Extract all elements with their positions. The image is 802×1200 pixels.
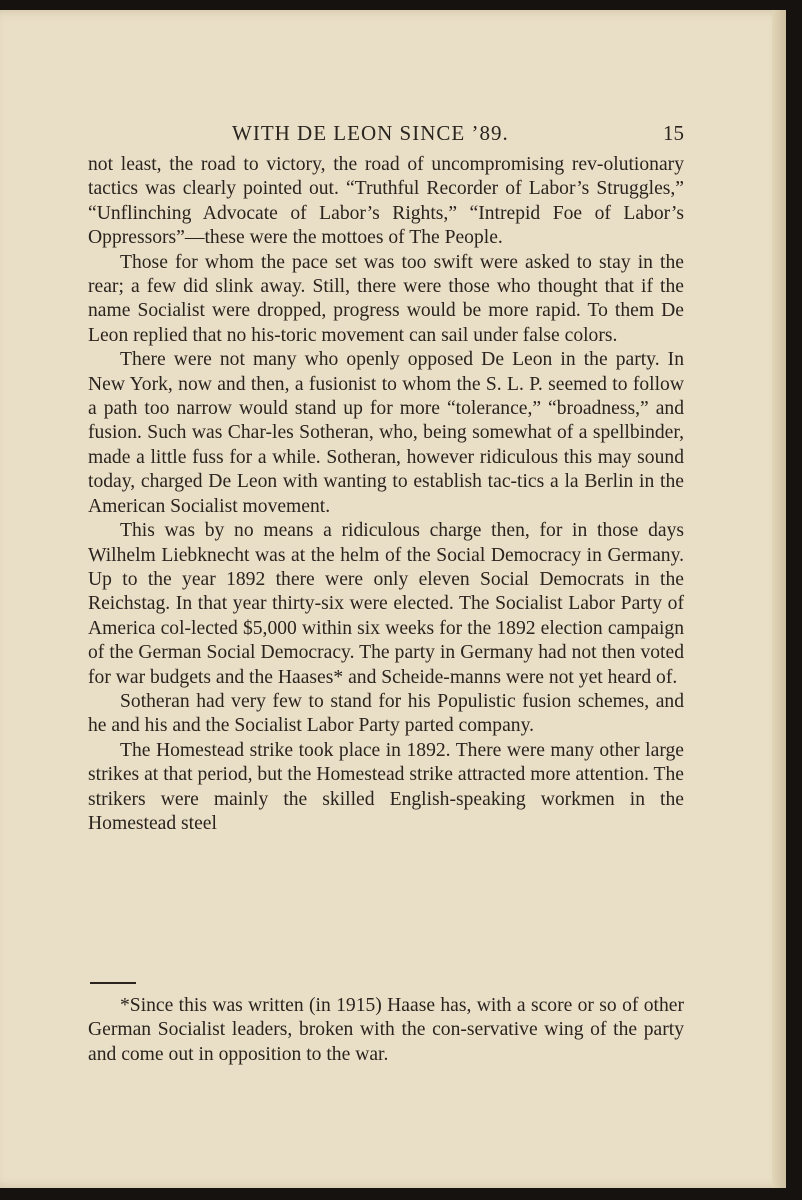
paragraph: The Homestead strike took place in 1892. There were many other large strikes at that period, but the Homestead strike attracted more attention. The strikers were mainly the skilled English-speaking workmen in the Homestead steel — [88, 739, 684, 834]
paragraph: There were not many who openly opposed De Leon in the party. In New York, now and then, a fusionist to whom the S. L. P. seemed to follow a path too narrow would stand up for more “tolerance,” “broadness,” and fusion. Such was Char-les Sotheran, who, being somewhat of a spellbinder, made a little fuss for a while. Sotheran, however ridiculous this may sound today, charged De Leon with wanting to establish tac-tics a la Berlin in the American Socialist movement. — [88, 349, 684, 517]
footnote: *Since this was written (in 1915) Haase has, with a score or so of other German Socialist leaders, broken with the con-servative wing of the party and come out in opposition to the war. — [88, 995, 684, 1065]
paragraph: Sotheran had very few to stand for his Populistic fusion schemes, and he and his and the Socialist Labor Party parted company. — [88, 690, 684, 737]
paragraph: not least, the road to victory, the road of uncompromising rev-olutionary tactics was clearly pointed out. “Truthful Recorder of Labor’s Struggles,” “Unflinching Advocate of Labor’s Rights,” “Intrepid Foe of Labor’s Oppressors”—these were the mottoes of The People. — [88, 154, 684, 249]
page-number: 15 — [663, 121, 684, 145]
paragraph: Those for whom the pace set was too swift were asked to stay in the rear; a few did slink away. Still, there were those who thought that if the name Socialist were dropped, progress would be more rapid. To them De Leon replied that no his-toric movement can sail under false colors. — [88, 251, 684, 346]
body-text — [88, 153, 684, 836]
paragraph: This was by no means a ridiculous charge then, for in those days Wilhelm Liebknecht was at the helm of the Social Democracy in Germany. Up to the year 1892 there were only eleven Social Democrats in the Reichstag. In that year thirty-six were elected. The Socialist Labor Party of America col-lected $5,000 within six weeks for the 1892 election campaign of the German Social Democracy. The party in Germany had not then voted for war budgets and the Haases* and Scheide-manns were not yet heard of. — [88, 520, 684, 688]
running-head: WITH DE LEON SINCE ’89. — [232, 121, 509, 145]
page-edge-shadow — [772, 10, 786, 1188]
page-header — [88, 121, 684, 151]
footnote-divider — [90, 982, 136, 984]
